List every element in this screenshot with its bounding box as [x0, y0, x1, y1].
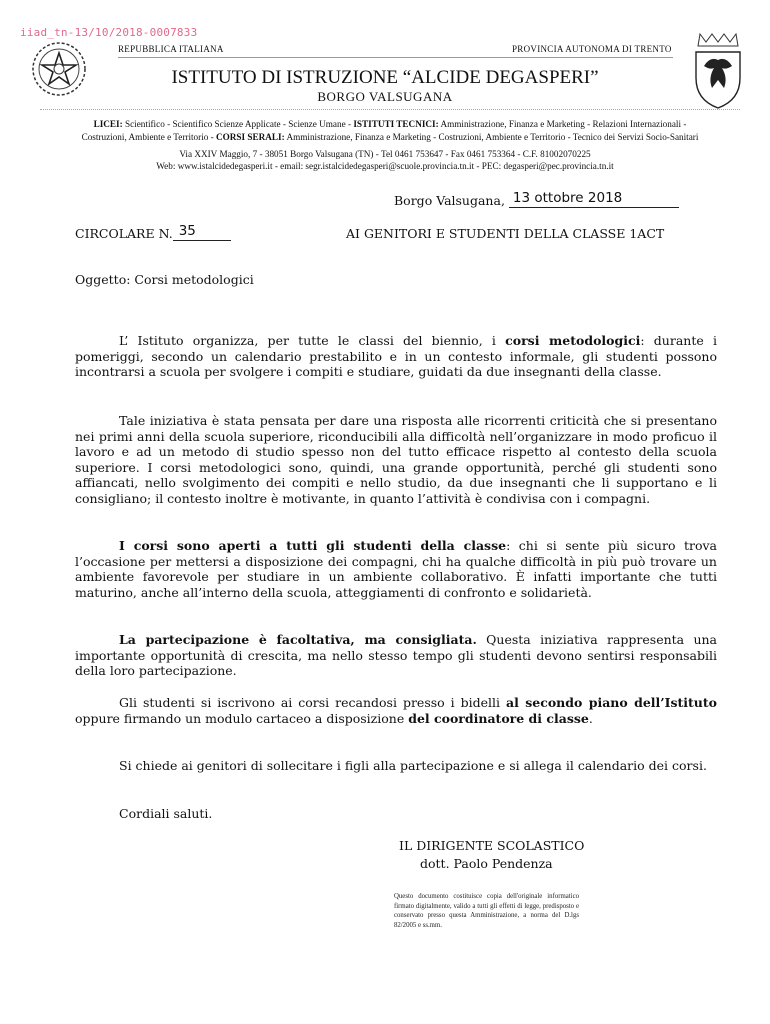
- p5-text-e: .: [588, 710, 593, 726]
- address-line: Via XXIV Maggio, 7 - 38051 Borgo Valsugana (TN) - Tel 0461 753647 - Fax 0461 753364 - C.F. 81002070225: [179, 149, 591, 159]
- paragraph-3: [75, 538, 717, 600]
- offerings-line2: Costruzioni, Ambiente e Territorio -: [81, 132, 216, 142]
- closing: [75, 806, 717, 822]
- p2-text: Tale iniziativa è stata pensata per dare una risposta alle ricorrenti criticità che si presentano nei primi anni della scuola superiore, riconducibili alla difficoltà nell’organizzare in modo proficuo il lavoro e ad un metodo di studio spesso non del tutto efficace rispetto al contesto della scuola superiore. I corsi metodologici sono, quindi, una grande opportunità, perché gli studenti sono affiancati, nello svolgimento dei compiti e nello studio, da due insegnanti che li supportano e li consigliano; il contesto inoltre è motivante, in quanto l’attività è condivisa con i compagni.: [75, 413, 717, 506]
- circolare-label: CIRCOLARE N.: [75, 226, 173, 241]
- p5-text-a: Gli studenti si iscrivono ai corsi recandosi presso i bidelli: [119, 695, 507, 710]
- paragraph-1: [75, 333, 717, 380]
- place-date: [394, 190, 679, 208]
- institute-title: ISTITUTO DI ISTRUZIONE “ALCIDE DEGASPERI”: [171, 67, 599, 88]
- circolare-number: [75, 223, 231, 241]
- p5-bold-d: del coordinatore di classe: [408, 710, 589, 726]
- signature-name: dott. Paolo Pendenza: [420, 856, 553, 871]
- recipients: AI GENITORI E STUDENTI DELLA CLASSE 1ACT: [346, 226, 665, 241]
- licei-label: LICEI:: [93, 119, 123, 129]
- circolare-value: 35: [178, 223, 196, 239]
- p4-text: Questa iniziativa rappresenta una importante opportunità di crescita, ma nello stesso tempo gli studenti devono sentirsi responsabili della loro partecipazione.: [75, 632, 717, 678]
- tecnici-text: Amministrazione, Finanza e Marketing - Relazioni Internazionali -: [438, 119, 687, 129]
- signature-role: IL DIRIGENTE SCOLASTICO: [399, 838, 585, 853]
- paragraph-5: [75, 695, 717, 726]
- p6-text: Si chiede ai genitori di sollecitare i figli alla partecipazione e si allega il calendario dei corsi.: [119, 758, 707, 773]
- serali-text: Amministrazione, Finanza e Marketing - Costruzioni, Ambiente e Territorio - Tecnico dei Servizi Socio-Sanitari: [284, 132, 699, 142]
- p1-text-a: L’ Istituto organizza, per tutte le classi del biennio, i: [119, 333, 506, 348]
- header-divider: [118, 57, 673, 58]
- date-field: [509, 190, 679, 208]
- circolare-field: [173, 223, 231, 241]
- p3-bold: I corsi sono aperti a tutti gli studenti della classe: [119, 538, 507, 553]
- header-divider-dotted: [40, 109, 740, 110]
- date-value: 13 ottobre 2018: [512, 190, 623, 206]
- paragraph-4: [75, 632, 717, 679]
- web-line: Web: www.istalcidedegasperi.it - email: segr.istalcidedegasperi@scuole.provincia.tn.it - PEC: degasperi@pec.provincia.tn.it: [156, 161, 614, 171]
- protocol-stamp: iiad_tn-13/10/2018-0007833: [20, 26, 198, 39]
- institute-subtitle: BORGO VALSUGANA: [317, 89, 453, 104]
- serali-label: CORSI SERALI:: [216, 132, 285, 142]
- subject-line: Oggetto: Corsi metodologici: [75, 272, 254, 287]
- tecnici-label: ISTITUTI TECNICI:: [353, 119, 439, 129]
- school-offerings: [30, 118, 750, 144]
- p5-bold-b: al secondo piano dell’Istituto: [506, 695, 718, 710]
- provincia-label: PROVINCIA AUTONOMA DI TRENTO: [512, 44, 672, 54]
- p1-text-c: : durante i pomeriggi, secondo un calendario prestabilito e in un contesto informale, gli studenti possono incontrarsi a scuola per svolgere i compiti e studiare, guidati da due insegnanti della classe.: [75, 333, 717, 379]
- paragraph-6: [75, 758, 717, 774]
- place-label: Borgo Valsugana,: [394, 193, 509, 208]
- p3-text: : chi si sente più sicuro trova l’occasione per mettersi a disposizione dei compagni, chi ha qualche difficoltà in più può trovare un ambiente favorevole per studiare in un ambiente collaborativo. È infatti importante che tutti maturino, anche all’interno della scuola, atteggiamenti di confronto e solidarietà.: [75, 538, 717, 600]
- paragraph-2: [75, 413, 717, 506]
- p5-text-c: oppure firmando un modulo cartaceo a disposizione: [75, 710, 409, 726]
- digital-signature-note: Questo documento costituisce copia dell'originale informatico firmato digitalmente, valido a tutti gli effetti di legge, predisposto e conservato presso questa Amministrazione, a norma del D.lgs 82/2005 e ss.mm.: [394, 893, 579, 929]
- p4-bold: La partecipazione è facoltativa, ma consigliata.: [119, 632, 477, 647]
- licei-text: Scientifico - Scientifico Scienze Applicate - Scienze Umane -: [122, 119, 354, 129]
- contact-block: [0, 148, 770, 172]
- p1-bold: corsi metodologici: [505, 333, 641, 348]
- repubblica-label: REPUBBLICA ITALIANA: [118, 44, 224, 54]
- closing-text: Cordiali saluti.: [119, 806, 213, 821]
